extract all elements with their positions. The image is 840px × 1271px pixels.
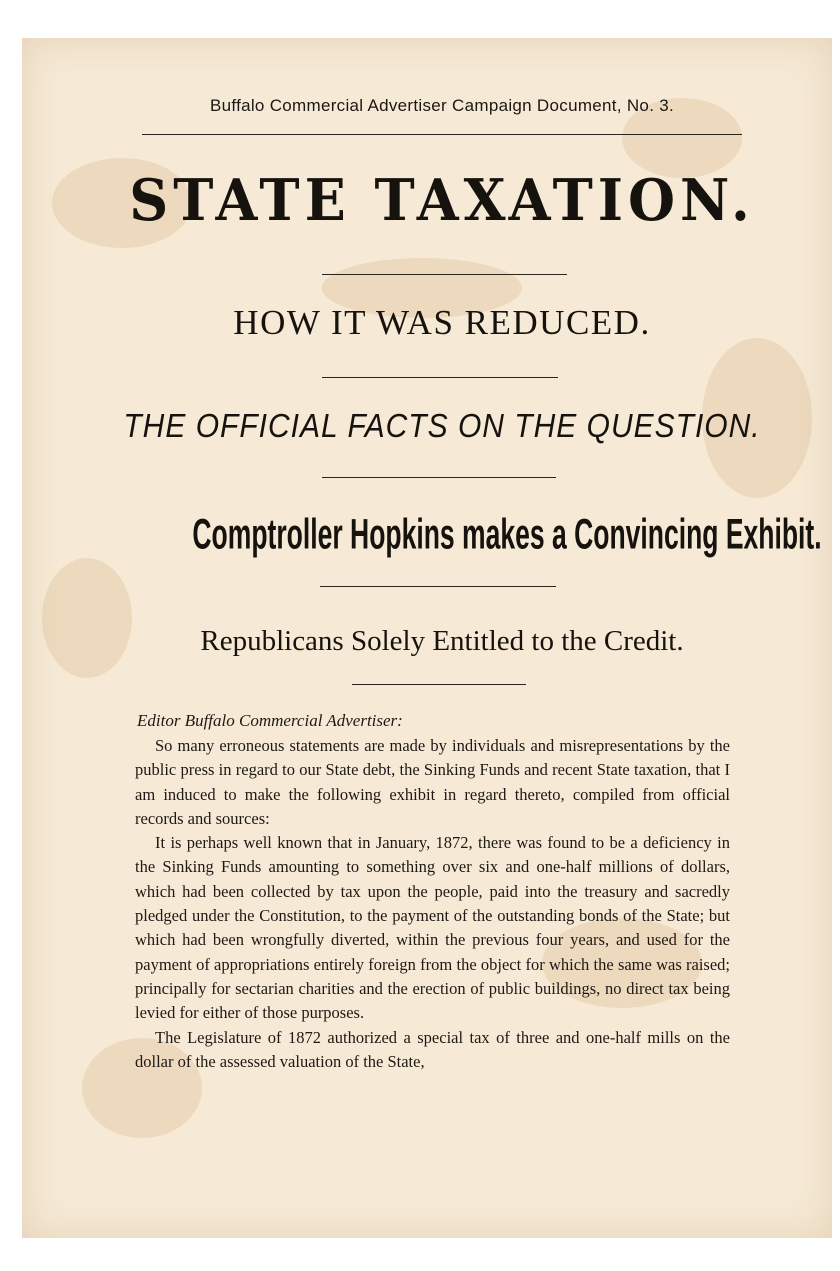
divider — [322, 377, 558, 378]
letter-body — [135, 734, 730, 1074]
subtitle-official-facts: THE OFFICIAL FACTS ON THE QUESTION. — [123, 408, 761, 445]
paragraph: The Legislature of 1872 authorized a special tax of three and one-half mills on the dollar of the assessed valuation of the State, — [135, 1027, 730, 1071]
page-title: STATE TAXATION. — [129, 166, 755, 234]
paragraph: So many erroneous statements are made by individuals and misrepresentations by the public press in regard to our State debt, the Sinking Funds and recent State taxation, that I am induced to make the following exhibit in regard thereto, compiled from official records and sources: — [135, 736, 730, 828]
header-rule — [142, 134, 742, 135]
divider — [322, 274, 567, 275]
salutation: Editor Buffalo Commercial Advertiser: — [137, 711, 403, 730]
document-page — [22, 38, 832, 1238]
subtitle-republicans: Republicans Solely Entitled to the Credit. — [200, 625, 684, 657]
divider — [352, 684, 526, 685]
divider — [320, 586, 556, 587]
divider — [322, 477, 556, 478]
document-header: Buffalo Commercial Advertiser Campaign Document, No. 3. — [209, 96, 675, 115]
paragraph: It is perhaps well known that in January, 1872, there was found to be a deficiency in the Sinking Funds amounting to something over six and one-half millions of dollars, which had been collected by tax upon the people, paid into the treasury and sacredly pledged under the Constitution, to the payment of the outstanding bonds of the State; but which had been wrongfully diverted, within the previous four years, and used for the payment of appropriations entirely foreign from the object for which the same was raised; principally for sectarian charities and the erection of public buildings, no direct tax being levied for either of those purposes. — [135, 833, 730, 1023]
subtitle-reduced: HOW IT WAS REDUCED. — [233, 303, 651, 342]
subtitle-comptroller: Comptroller Hopkins makes a Convincing Exhibit. — [192, 511, 822, 559]
